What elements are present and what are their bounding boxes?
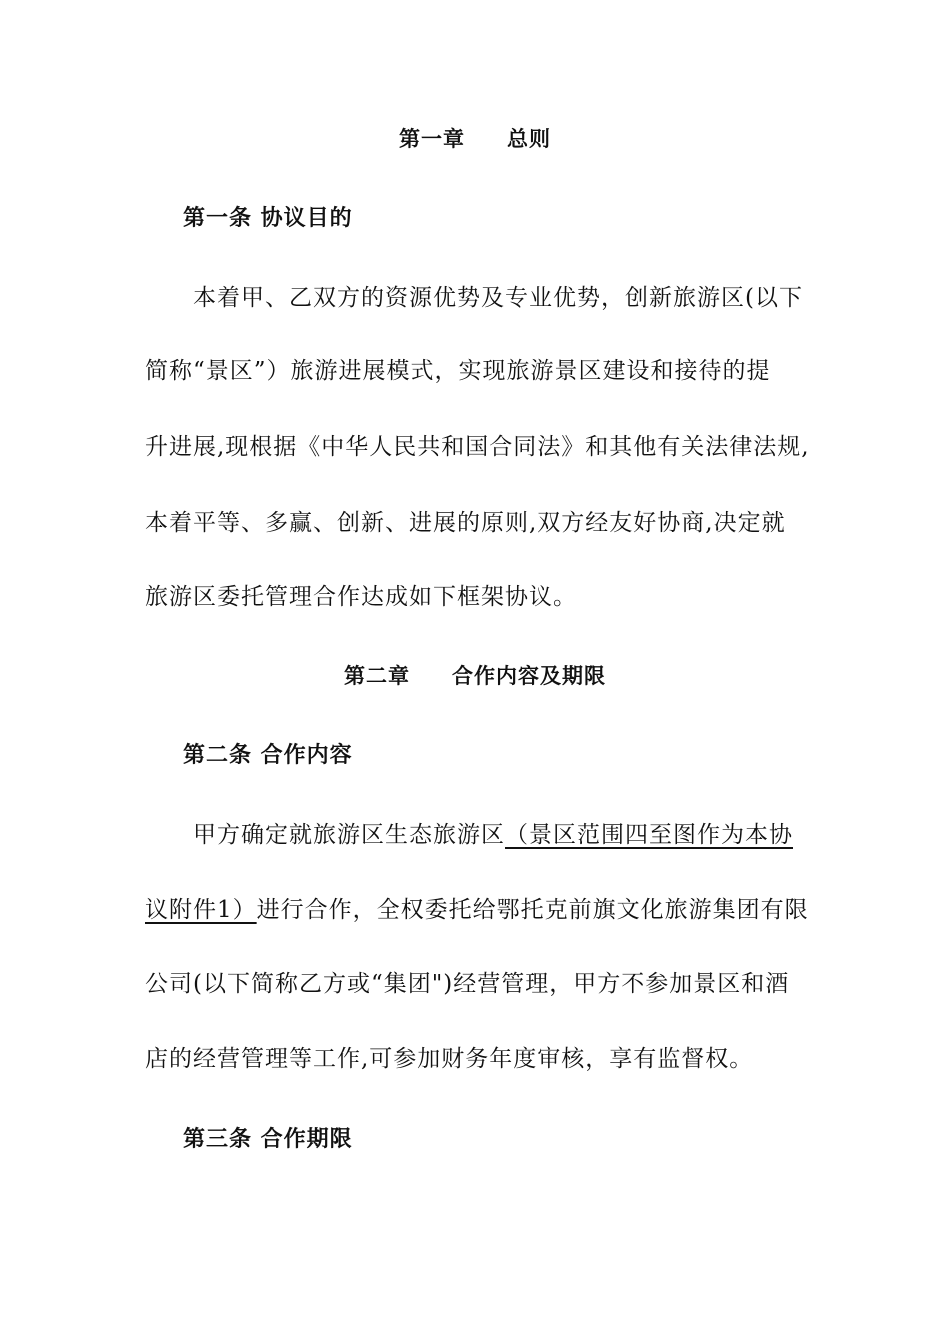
chapter-2-number: 第二章 — [344, 663, 410, 688]
article-2-line-2-underlined: 议附件1） — [145, 897, 257, 923]
chapter-2-title: 合作内容及期限 — [452, 663, 606, 688]
article-3-heading: 第三条 合作期限 — [183, 1126, 353, 1152]
article-1-line-3: 升进展,现根据《中华人民共和国合同法》和其他有关法律法规, — [145, 434, 810, 460]
article-2-line-3: 公司(以下简称乙方或“集团")经营管理，甲方不参加景区和酒 — [145, 971, 790, 997]
article-2-line-2-plain: 进行合作，全权委托给鄂托克前旗文化旅游集团有限 — [256, 897, 809, 923]
article-1-line-4: 本着平等、多赢、创新、进展的原则,双方经友好协商,决定就 — [145, 510, 786, 536]
article-1-line-5: 旅游区委托管理合作达成如下框架协议。 — [145, 584, 577, 610]
article-2-line-2 — [145, 895, 825, 925]
article-1-line-2: 简称“景区”）旅游进展模式，实现旅游景区建设和接待的提 — [145, 358, 771, 384]
chapter-1-title: 总则 — [507, 126, 551, 151]
article-2-line-1-plain: 甲方确定就旅游区生态旅游区 — [193, 822, 505, 848]
article-2-heading: 第二条 合作内容 — [183, 742, 353, 768]
article-2-line-4: 店的经营管理等工作,可参加财务年度审核，享有监督权。 — [145, 1046, 754, 1072]
article-2-line-1 — [145, 820, 873, 850]
article-2-line-1-underlined: （景区范围四至图作为本协 — [505, 822, 793, 848]
chapter-1-number: 第一章 — [399, 126, 465, 151]
article-1-heading: 第一条 协议目的 — [183, 205, 353, 231]
chapter-2-heading — [0, 661, 950, 691]
chapter-1-heading — [0, 124, 950, 154]
article-1-line-1: 本着甲、乙双方的资源优势及专业优势，创新旅游区(以下 — [193, 285, 803, 311]
